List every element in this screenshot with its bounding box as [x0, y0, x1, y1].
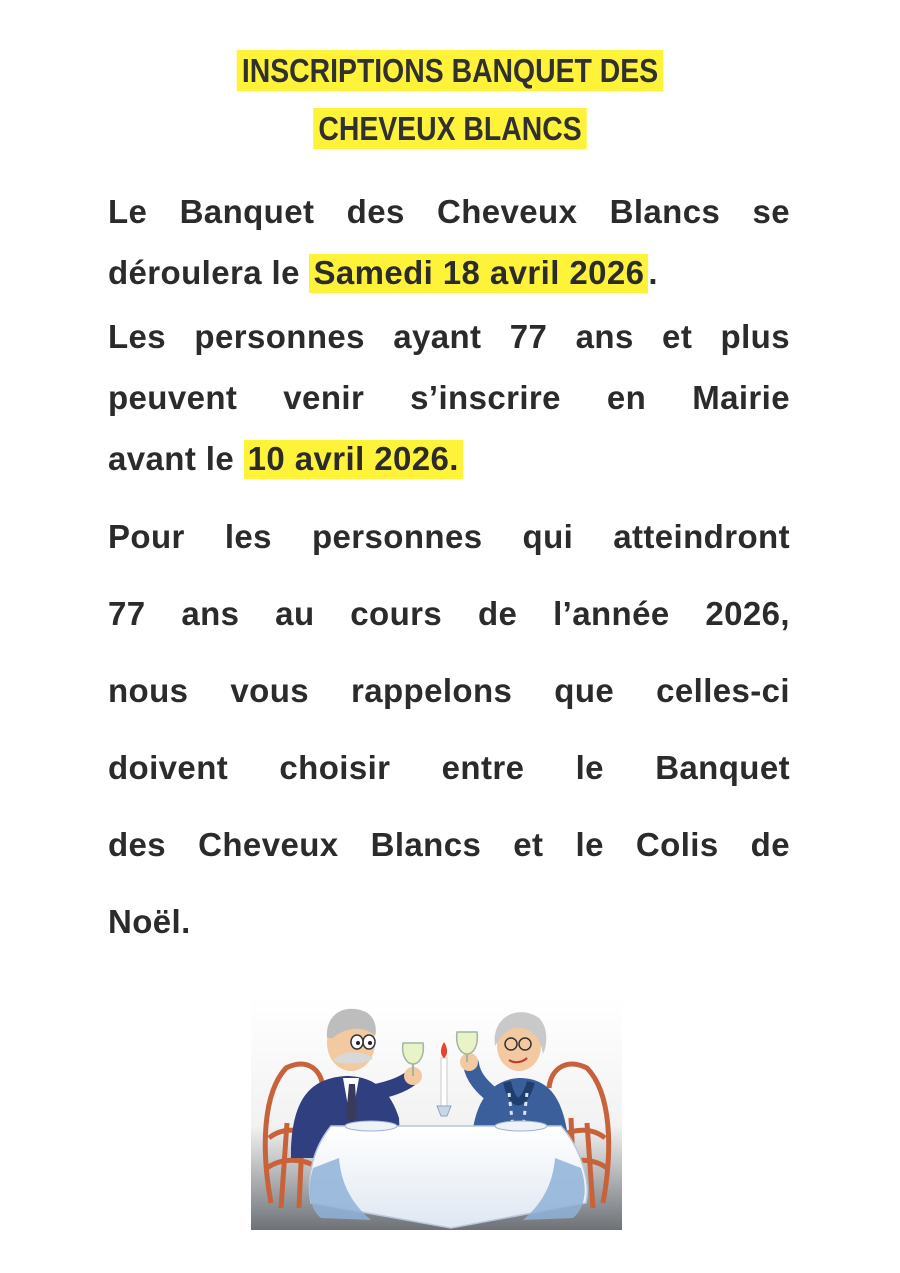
paragraph3-line-2: 77 ans au cours de l’année 2026, — [108, 595, 790, 632]
paragraph2-line-3-prefix: avant le — [108, 440, 244, 477]
paragraph3-line-1: Pour les personnes qui atteindront — [108, 518, 790, 555]
paragraph3-line-5: des Cheveux Blancs et le Colis de — [108, 826, 790, 863]
registration-paragraph — [108, 306, 790, 489]
title-line-1: INSCRIPTIONS BANQUET DES — [237, 50, 664, 91]
title-line-2: CHEVEUX BLANCS — [313, 108, 587, 149]
deadline-date-highlight: 10 avril 2026. — [244, 440, 463, 479]
paragraph2-line-2: peuvent venir s’inscrire en Mairie — [108, 379, 790, 416]
paragraph1-line-2-prefix: déroulera le — [108, 254, 310, 291]
page-title — [63, 42, 837, 158]
paragraph1-line-2 — [108, 242, 790, 303]
paragraph1-line-2-suffix: . — [648, 254, 658, 291]
paragraph2-line-1: Les personnes ayant 77 ans et plus — [108, 318, 790, 355]
paragraph3-line-6: Noël. — [108, 903, 191, 940]
banquet-date-highlight: Samedi 18 avril 2026 — [309, 254, 648, 293]
paragraph1-line-1: Le Banquet des Cheveux Blancs se — [108, 193, 790, 230]
paragraph3-line-3: nous vous rappelons que celles-ci — [108, 672, 790, 709]
elderly-couple-dining-icon — [251, 998, 622, 1230]
banquet-date-paragraph — [108, 181, 790, 303]
paragraph3-line-4: doivent choisir entre le Banquet — [108, 749, 790, 786]
reminder-paragraph — [108, 498, 790, 960]
paragraph2-line-3 — [108, 428, 790, 489]
